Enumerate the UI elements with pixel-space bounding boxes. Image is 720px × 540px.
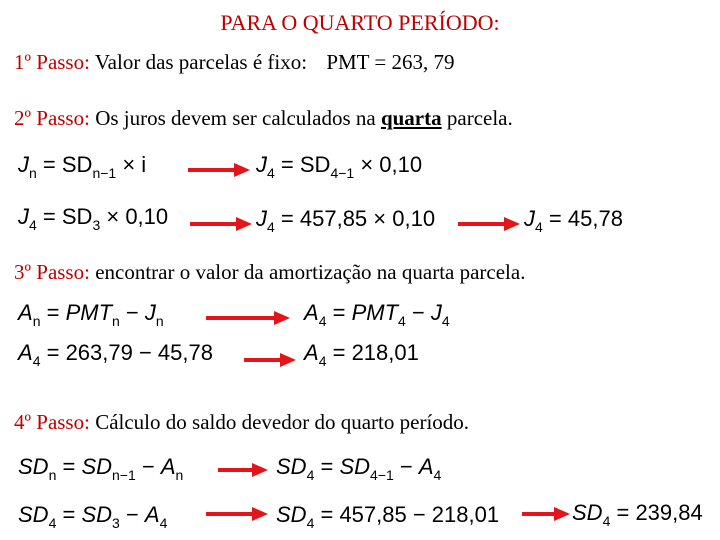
eq-amort-result: $A_4 = 218,01$	[304, 340, 419, 369]
page-title: PARA O QUARTO PERÍODO:	[220, 10, 500, 35]
eq-juros-value: $J_4 = 457,85 \times 0,10$	[256, 206, 436, 235]
step1-label: 1º Passo:	[14, 50, 90, 74]
eq-amort-general: $A_n = PMT_n - J_n$	[18, 300, 164, 329]
step3-line	[14, 260, 525, 285]
step4-line	[14, 410, 469, 435]
eq-amort-fourth: $A_4 = PMT_4 - J_4$	[304, 300, 450, 329]
eq-saldo-sd3: $SD_4 = SD_3 - A_4$	[18, 502, 168, 531]
step4-text: Cálculo do saldo devedor do quarto período.	[95, 410, 470, 434]
step1-pmt-value: PMT = 263, 79	[326, 50, 455, 74]
eq-saldo-values: $SD_4 = 457,85 - 218,01$	[276, 502, 500, 531]
arrow-right-icon	[522, 506, 570, 522]
eq-juros-fourth: $J_4 = SD_{4-1} \times 0,10$	[256, 152, 423, 181]
arrow-right-icon	[190, 216, 252, 232]
step2-text-after: parcela.	[446, 106, 513, 130]
step3-label: 3º Passo:	[14, 260, 90, 284]
eq-amort-values: $A_4 = 263,79 - 45,78$	[18, 340, 213, 369]
step2-label: 2º Passo:	[14, 106, 90, 130]
arrow-right-icon	[458, 216, 520, 232]
step2-text-before: Os juros devem ser calculados na	[95, 106, 376, 130]
arrow-right-icon	[188, 162, 250, 178]
eq-juros-result: $J_4 = 45,78$	[524, 206, 623, 235]
eq-juros-sd3: $J_4 = SD_3 \times 0,10$	[18, 204, 169, 233]
eq-saldo-result: $SD_4 = 239,84$	[572, 500, 703, 529]
step1-text: Valor das parcelas é fixo:	[94, 50, 308, 74]
step1-line	[14, 50, 454, 75]
eq-juros-general: $J_n = SD_{n-1} \times i$	[18, 152, 147, 181]
arrow-right-icon	[206, 310, 290, 326]
arrow-right-icon	[244, 352, 296, 368]
step2-emphasis: quarta	[380, 106, 442, 130]
arrow-right-icon	[218, 462, 268, 478]
step3-text: encontrar o valor da amortização na quarta parcela.	[95, 260, 526, 284]
step4-label: 4º Passo:	[14, 410, 90, 434]
eq-saldo-fourth: $SD_4 = SD_{4-1} - A_4$	[276, 454, 442, 483]
arrow-right-icon	[206, 506, 268, 522]
eq-saldo-general: $SD_n = SD_{n-1} - A_n$	[18, 454, 184, 483]
step2-line	[14, 106, 513, 131]
